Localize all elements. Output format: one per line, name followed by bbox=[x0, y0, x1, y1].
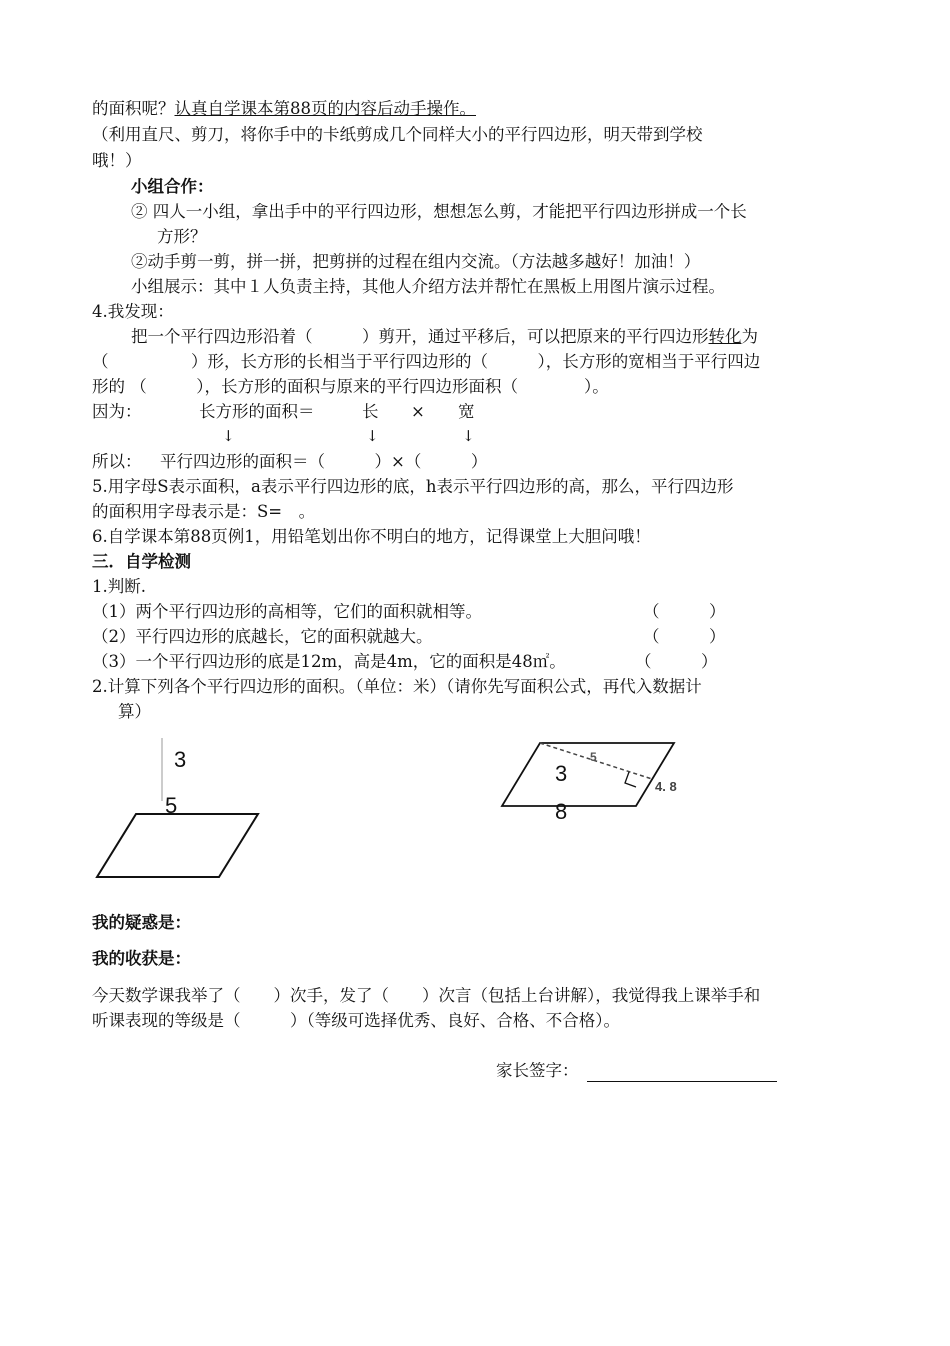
so-label: 所以： bbox=[92, 452, 142, 471]
para-area-formula: 平行四边形的面积＝（ ）×（ ） bbox=[160, 452, 488, 471]
gain-label: 我的收获是： bbox=[92, 949, 191, 968]
group-item-1-cont: 方形？ bbox=[157, 227, 207, 246]
discover-title: 4.我发现： bbox=[92, 302, 174, 321]
judge-q3-answer[interactable]: （ ） bbox=[635, 652, 718, 671]
fig2-side-label: 4. 8 bbox=[655, 779, 677, 794]
right-angle-icon bbox=[625, 772, 636, 787]
judge-title: 1.判断. bbox=[92, 577, 146, 596]
judge-q2-answer[interactable]: （ ） bbox=[643, 627, 726, 646]
intro-instruction: 认真自学课本第88页的内容后动手操作。 bbox=[174, 99, 476, 118]
fig2-bottom-number: 8 bbox=[555, 799, 568, 824]
fig2-top-number: 3 bbox=[555, 761, 568, 786]
group-title: 小组合作： bbox=[131, 177, 214, 196]
times-label: × bbox=[411, 402, 425, 421]
signature-label: 家长签字： bbox=[496, 1061, 579, 1080]
discover-line-1 bbox=[131, 326, 758, 348]
group-show: 小组展示：其中１人负责主持，其他人介绍方法并帮忙在黑板上用图片演示过程。 bbox=[131, 277, 725, 296]
judge-q1: （1）两个平行四边形的高相等，它们的面积就相等。 bbox=[92, 602, 482, 621]
parallelogram-figure-1 bbox=[90, 733, 290, 883]
fig1-shape bbox=[97, 814, 258, 877]
section3-title: 三．自学检测 bbox=[92, 552, 191, 571]
calc-line-1: 2.计算下列各个平行四边形的面积。（单位：米）（请你先写面积公式，再代入数据计 bbox=[92, 677, 702, 696]
rect-area-label: 长方形的面积＝ bbox=[199, 402, 315, 421]
summary-line-1: 今天数学课我举了（ ）次手，发了（ ）次言（包括上台讲解），我觉得我上课举手和 bbox=[92, 986, 761, 1005]
intro-line-1 bbox=[92, 98, 476, 120]
item5-line-1: 5.用字母S表示面积，a表示平行四边形的底，h表示平行四边形的高，那么，平行四边形 bbox=[92, 477, 734, 496]
doubt-label: 我的疑惑是： bbox=[92, 913, 191, 932]
item5-line-2: 的面积用字母表示是：S= 。 bbox=[92, 502, 316, 521]
because-label: 因为： bbox=[92, 402, 142, 421]
fig2-shape bbox=[502, 743, 674, 806]
intro-line-3: 哦！） bbox=[92, 151, 142, 170]
calc-line-2: 算） bbox=[118, 702, 151, 721]
signature-field[interactable] bbox=[587, 1063, 777, 1082]
judge-q3: （3）一个平行四边形的底是12m，高是4m，它的面积是48㎡。 bbox=[92, 652, 566, 671]
length-label: 长 bbox=[362, 402, 379, 421]
discover-line-2: （ ）形，长方形的长相当于平行四边形的（ ），长方形的宽相当于平行四边 bbox=[92, 352, 761, 371]
fig1-base-label: 5 bbox=[165, 793, 178, 818]
group-item-2: ②动手剪一剪，拼一拼，把剪拼的过程在组内交流。（方法越多越好！加油！） bbox=[131, 252, 701, 271]
intro-question: 的面积呢？ bbox=[92, 99, 175, 118]
fig2-dash-label: 5 bbox=[590, 750, 597, 764]
group-item-1: ② 四人一小组，拿出手中的平行四边形，想想怎么剪，才能把平行四边形拼成一个长 bbox=[131, 202, 747, 221]
discover-line-3: 形的 （ ），长方形的面积与原来的平行四边形面积（ ）。 bbox=[92, 377, 609, 396]
discover-line-1-text: 把一个平行四边形沿着（ ）剪开，通过平移后，可以把原来的平行四边形 bbox=[131, 327, 709, 346]
down-arrow-icon: ↓ bbox=[222, 427, 235, 445]
item6: 6.自学课本第88页例1，用铅笔划出你不明白的地方，记得课堂上大胆问哦！ bbox=[92, 527, 651, 546]
down-arrow-icon: ↓ bbox=[462, 427, 475, 445]
discover-line-1-end: 为 bbox=[741, 327, 758, 346]
fig1-height-label: 3 bbox=[174, 747, 187, 772]
judge-q2: （2）平行四边形的底越长，它的面积就越大。 bbox=[92, 627, 433, 646]
signature-row bbox=[496, 1060, 777, 1082]
summary-line-2: 听课表现的等级是（ ）（等级可选择优秀、良好、合格、不合格）。 bbox=[92, 1011, 620, 1030]
discover-transform: 转化 bbox=[708, 327, 742, 346]
down-arrow-icon: ↓ bbox=[366, 427, 379, 445]
judge-q1-answer[interactable]: （ ） bbox=[643, 602, 726, 621]
width-label: 宽 bbox=[458, 402, 475, 421]
intro-line-2: （利用直尺、剪刀，将你手中的卡纸剪成几个同样大小的平行四边形，明天带到学校 bbox=[92, 125, 703, 144]
parallelogram-figure-2 bbox=[498, 735, 698, 835]
